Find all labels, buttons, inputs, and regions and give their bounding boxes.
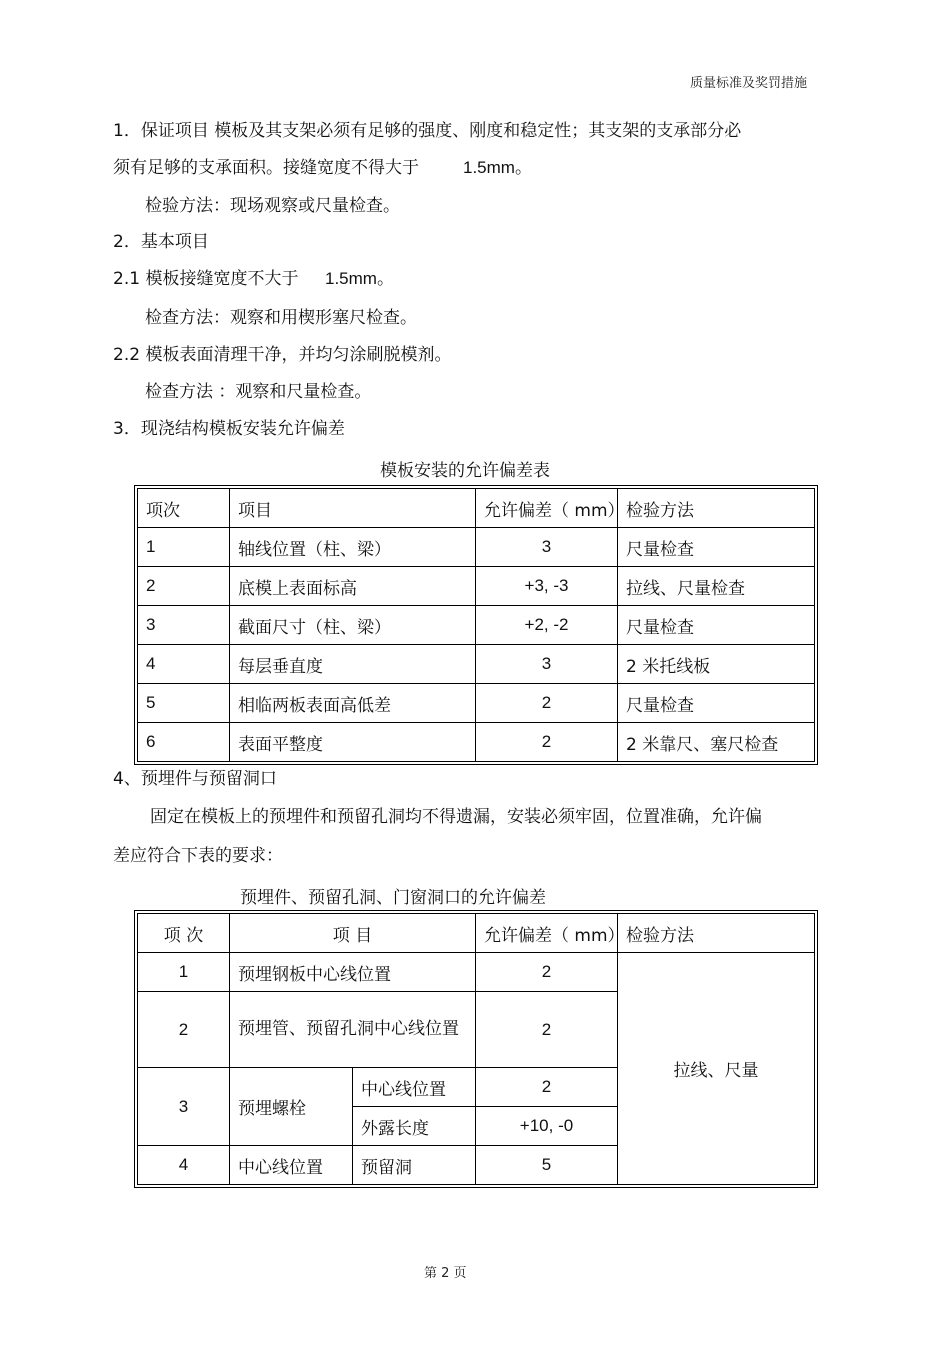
header-cell: 检验方法 xyxy=(618,489,815,528)
page-number: 第 2 页 xyxy=(424,1266,467,1281)
row-no: 4 xyxy=(138,645,230,684)
table-row xyxy=(138,528,815,567)
table-row xyxy=(138,567,815,606)
row-item: 底模上表面标高 xyxy=(230,567,476,606)
row-item: 每层垂直度 xyxy=(230,645,476,684)
row-no: 3 xyxy=(138,606,230,645)
section1-line1: 1．保证项目 模板及其支架必须有足够的强度、刚度和稳定性；其支架的支承部分必 xyxy=(113,121,742,141)
table1-caption: 模板安装的允许偏差表 xyxy=(380,461,550,481)
row-item: 预埋螺栓 xyxy=(230,1068,353,1146)
method-merged-cell: 拉线、尺量 xyxy=(618,953,815,1185)
row-tolerance: 2 xyxy=(476,992,618,1068)
header-cell: 项 次 xyxy=(138,914,230,953)
row-no: 2 xyxy=(138,567,230,606)
header-cell: 项次 xyxy=(138,489,230,528)
row-method: 尺量检查 xyxy=(618,528,815,567)
row-no: 1 xyxy=(138,528,230,567)
document-header: 质量标准及奖罚措施 xyxy=(690,76,808,91)
row-no: 3 xyxy=(138,1068,230,1146)
row-tolerance: 3 xyxy=(476,528,618,567)
section4-title: 4、预埋件与预留洞口 xyxy=(113,769,277,789)
table-header-row xyxy=(138,914,815,953)
section2-title: 2．基本项目 xyxy=(113,232,209,252)
table-header-row xyxy=(138,489,815,528)
row-method: 2 米靠尺、塞尺检查 xyxy=(618,723,815,762)
row-item: 表面平整度 xyxy=(230,723,476,762)
row-no: 6 xyxy=(138,723,230,762)
item22-method: 检查方法 ：观察和尺量检查。 xyxy=(145,382,372,402)
table2-caption: 预埋件、预留孔洞、门窗洞口的允许偏差 xyxy=(240,888,546,908)
item21-method: 检查方法：观察和用楔形塞尺检查。 xyxy=(145,308,417,328)
row-tolerance: 3 xyxy=(476,645,618,684)
row-subitem: 预留洞 xyxy=(353,1146,476,1185)
table-row xyxy=(138,723,815,762)
row-no: 1 xyxy=(138,953,230,992)
row-item: 预埋管、预留孔洞中心线位置 xyxy=(230,992,476,1068)
row-item: 轴线位置（柱、梁） xyxy=(230,528,476,567)
row-tolerance: 2 xyxy=(476,1068,618,1107)
row-subitem: 中心线位置 xyxy=(353,1068,476,1107)
row-tolerance: +2, -2 xyxy=(476,606,618,645)
section4-para-line2: 差应符合下表的要求： xyxy=(113,846,283,866)
item22-text: 2.2 模板表面清理干净，并均匀涂刷脱模剂。 xyxy=(113,345,452,365)
row-item: 中心线位置 xyxy=(230,1146,353,1185)
row-method: 尺量检查 xyxy=(618,684,815,723)
row-tolerance: 2 xyxy=(476,684,618,723)
table-row xyxy=(138,953,815,992)
table-row xyxy=(138,684,815,723)
section4-para-line1: 固定在模板上的预埋件和预留孔洞均不得遗漏，安装必须牢固，位置准确，允许偏 xyxy=(150,807,762,827)
row-method: 2 米托线板 xyxy=(618,645,815,684)
table-row xyxy=(138,645,815,684)
tolerance-table xyxy=(137,488,815,762)
embedded-parts-table xyxy=(137,913,815,1185)
section1-method: 检验方法：现场观察或尺量检查。 xyxy=(145,196,400,216)
section1-line2-value: 1.5mm。 xyxy=(463,158,532,177)
row-item: 相临两板表面高低差 xyxy=(230,684,476,723)
row-tolerance: 2 xyxy=(476,953,618,992)
table-row xyxy=(138,606,815,645)
section3-title: 3．现浇结构模板安装允许偏差 xyxy=(113,419,345,439)
row-tolerance: 2 xyxy=(476,723,618,762)
row-subitem: 外露长度 xyxy=(353,1107,476,1146)
header-cell: 允许偏差（ mm） xyxy=(476,914,618,953)
row-item: 截面尺寸（柱、梁） xyxy=(230,606,476,645)
header-cell: 项目 xyxy=(230,489,476,528)
row-no: 5 xyxy=(138,684,230,723)
row-no: 4 xyxy=(138,1146,230,1185)
row-method: 拉线、尺量检查 xyxy=(618,567,815,606)
item21-text: 2.1 模板接缝宽度不大于 xyxy=(113,269,299,289)
row-item: 预埋钢板中心线位置 xyxy=(230,953,476,992)
header-cell: 项 目 xyxy=(230,914,476,953)
row-tolerance: 5 xyxy=(476,1146,618,1185)
row-method: 尺量检查 xyxy=(618,606,815,645)
header-cell: 允许偏差（ mm） xyxy=(476,489,618,528)
row-no: 2 xyxy=(138,992,230,1068)
section1-line2-text: 须有足够的支承面积。接缝宽度不得大于 xyxy=(113,158,419,178)
row-tolerance: +3, -3 xyxy=(476,567,618,606)
header-cell: 检验方法 xyxy=(618,914,815,953)
row-tolerance: +10, -0 xyxy=(476,1107,618,1146)
item21-value: 1.5mm。 xyxy=(325,269,394,288)
